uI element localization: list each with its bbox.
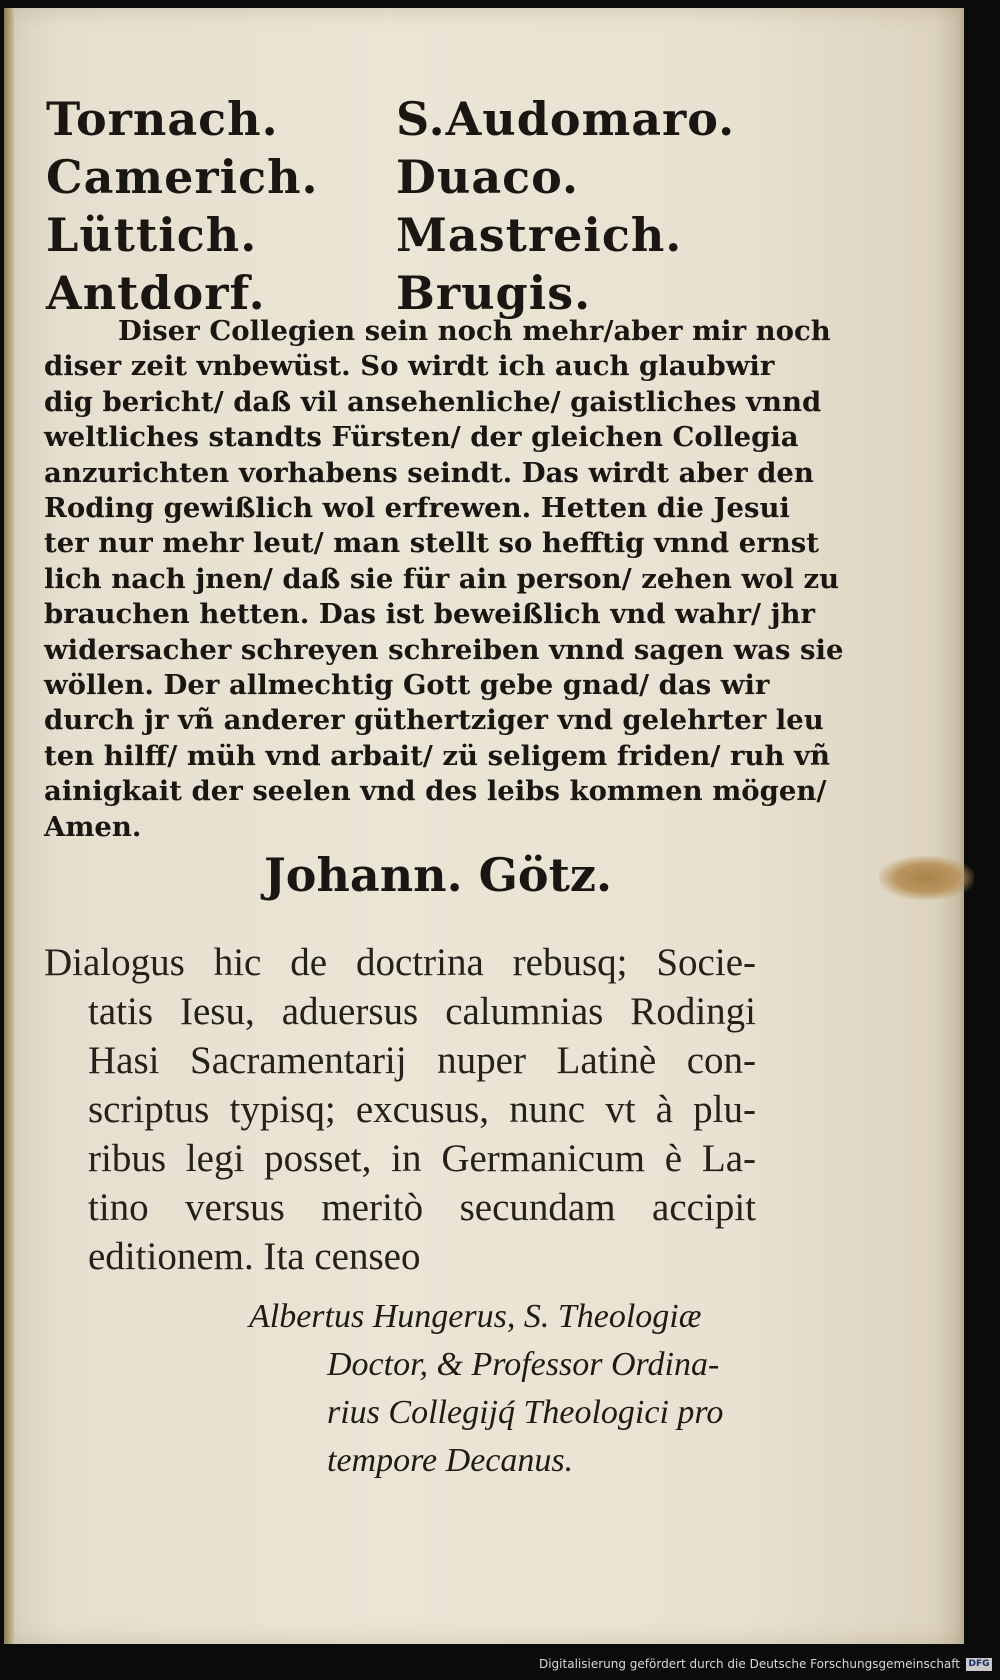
text-line: widersacher schreyen schreiben vnnd sagen was sie bbox=[44, 633, 844, 666]
text-line: editionem. Ita censeo bbox=[88, 1235, 421, 1278]
place-right: S.Audomaro. bbox=[396, 92, 736, 146]
text-line: anzurichten vorhabens seindt. Das wirdt aber den bbox=[44, 456, 814, 489]
censor-signature bbox=[249, 1293, 754, 1485]
place-right: Mastreich. bbox=[396, 208, 683, 262]
place-left: Camerich. bbox=[46, 150, 319, 204]
text-line: ter nur mehr leut/ man stellt so hefftig vnnd ernst bbox=[44, 527, 819, 560]
text-line: lich nach jnen/ daß sie für ain person/ zehen wol zu bbox=[44, 562, 840, 595]
text-line: Albertus Hungerus, S. Theologiæ bbox=[249, 1298, 702, 1335]
digitization-credit bbox=[539, 1652, 992, 1676]
place-left: Antdorf. bbox=[46, 266, 266, 320]
latin-approbation bbox=[44, 938, 756, 1281]
text-line: Diser Collegien sein noch mehr/aber mir noch bbox=[118, 315, 831, 347]
page-stain bbox=[879, 856, 974, 900]
places-row bbox=[46, 148, 746, 206]
text-line: tatis Iesu, aduersus calumnias Rodingi bbox=[88, 990, 756, 1033]
text-line: rius Collegijq́ Theologici pro bbox=[327, 1394, 724, 1431]
text-line: wöllen. Der allmechtig Gott gebe gnad/ das wir bbox=[44, 669, 770, 702]
text-line: Doctor, & Professor Ordina- bbox=[327, 1346, 720, 1383]
place-right: Duaco. bbox=[396, 150, 580, 204]
text-line: brauchen hetten. Das ist beweißlich vnd wahr/ jhr bbox=[44, 598, 816, 631]
college-places-list bbox=[46, 90, 746, 322]
places-row bbox=[46, 90, 746, 148]
dfg-logo-icon: DFG bbox=[966, 1658, 992, 1671]
text-line: tino versus meritò secundam accipit bbox=[88, 1186, 756, 1229]
text-line: diser zeit vnbewüst. So wirdt ich auch glaubwir bbox=[44, 350, 775, 383]
place-left: Tornach. bbox=[46, 92, 279, 146]
author-signature: Johann. Götz. bbox=[264, 848, 612, 902]
credit-text: Digitalisierung gefördert durch die Deutsche Forschungsgemeinschaft bbox=[538, 1657, 960, 1671]
place-left: Lüttich. bbox=[46, 208, 258, 262]
places-row bbox=[46, 206, 746, 264]
place-right: Brugis. bbox=[396, 266, 592, 320]
text-line: ten hilff/ müh vnd arbait/ zü seligem friden/ ruh vñ bbox=[44, 739, 830, 772]
text-line: Hasi Sacramentarij nuper Latinè con- bbox=[88, 1039, 756, 1082]
text-line: weltliches standts Fürsten/ der gleichen Collegia bbox=[44, 421, 799, 454]
text-line: ainigkait der seelen vnd des leibs kommen mögen/ bbox=[44, 775, 827, 808]
text-line: ribus legi posset, in Germanicum è La- bbox=[88, 1137, 756, 1180]
text-line: Amen. bbox=[44, 810, 142, 843]
text-line: tempore Decanus. bbox=[327, 1442, 574, 1479]
text-line: Dialogus hic de doctrina rebusq; Socie- bbox=[44, 941, 756, 984]
text-line: Roding gewißlich wol erfrewen. Hetten die Jesui bbox=[44, 492, 790, 525]
book-page bbox=[4, 8, 964, 1644]
text-line: durch jr vñ anderer güthertziger vnd gelehrter leu bbox=[44, 704, 824, 737]
text-line: dig bericht/ daß vil ansehenliche/ gaistliches vnnd bbox=[44, 385, 822, 418]
german-paragraph bbox=[44, 314, 844, 845]
text-line: scriptus typisq; excusus, nunc vt à plu- bbox=[88, 1088, 756, 1131]
